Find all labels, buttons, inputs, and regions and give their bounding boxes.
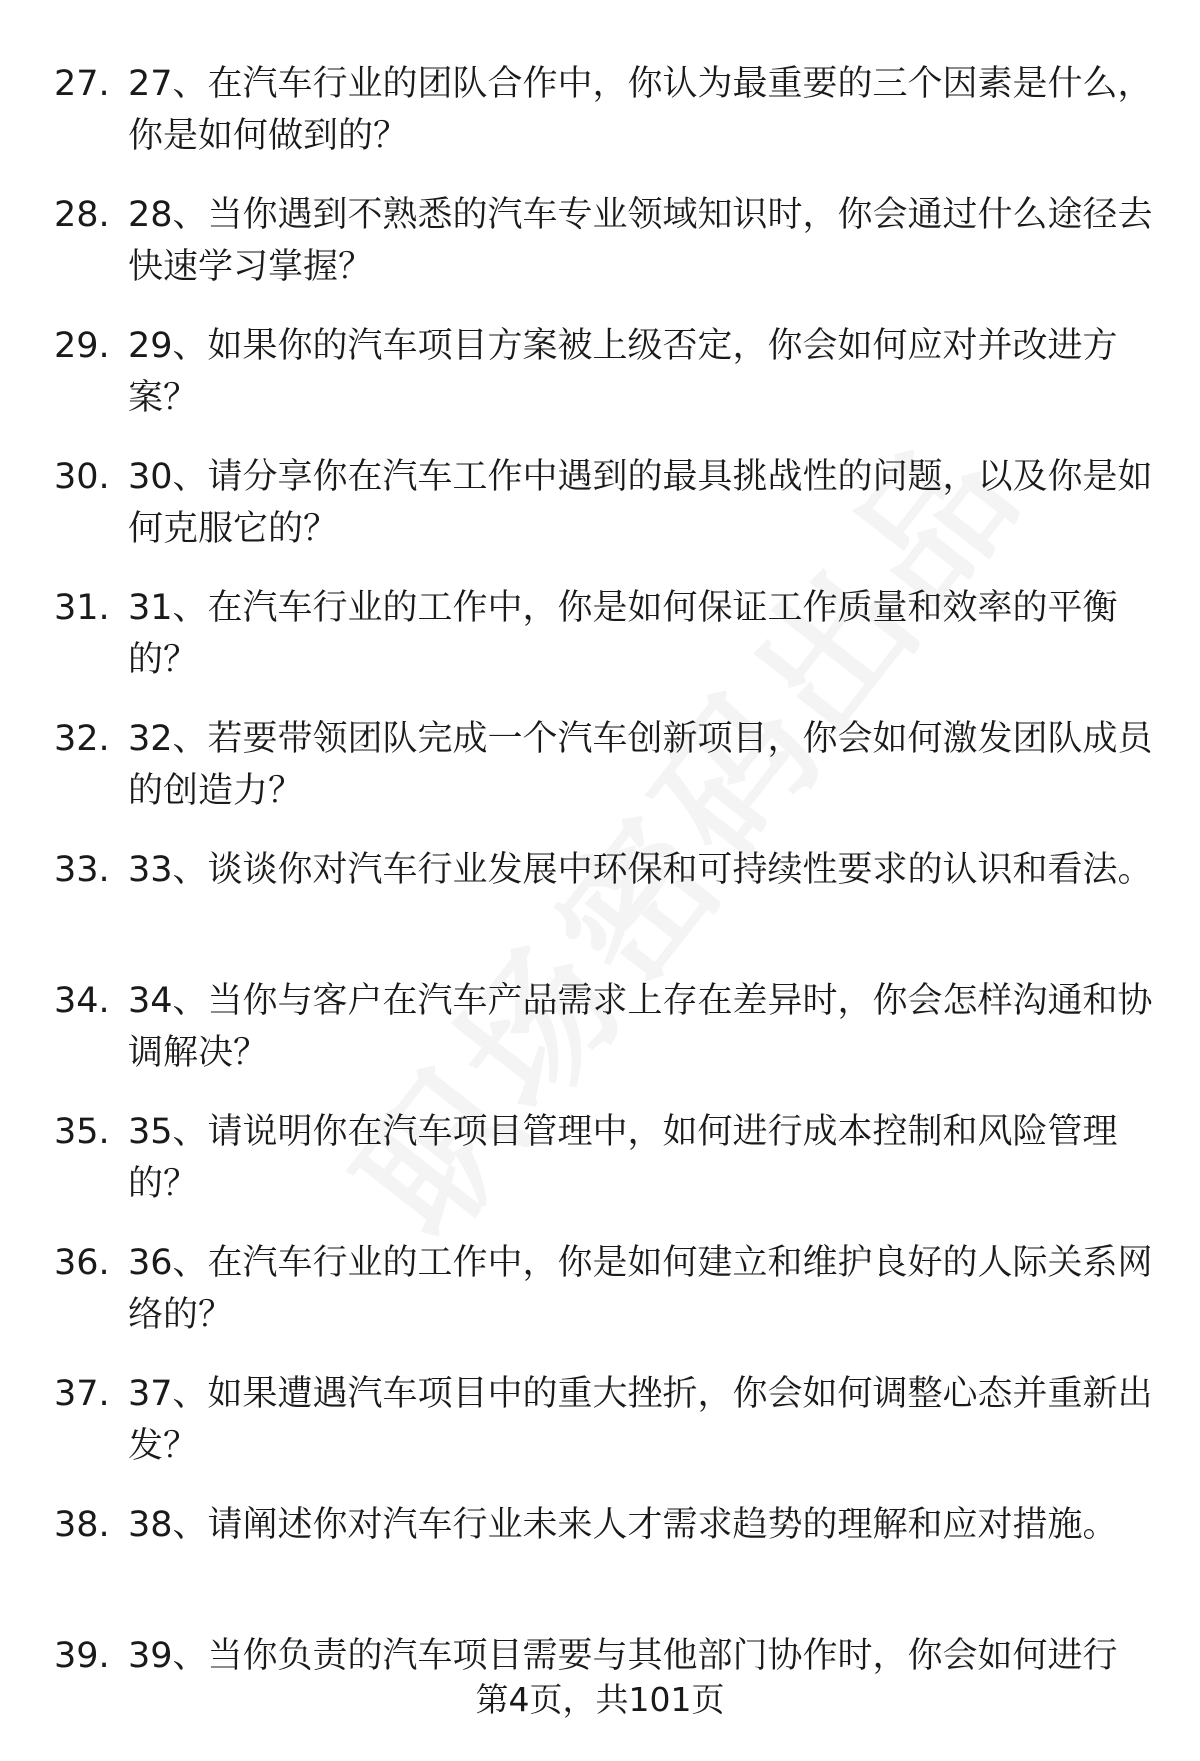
item-number: 29. bbox=[54, 326, 110, 366]
item-text: 28、当你遇到不熟悉的汽车专业领域知识时，你会通过什么途径去快速学习掌握？ bbox=[128, 195, 1153, 287]
item-number: 32. bbox=[54, 719, 110, 759]
list-item bbox=[0, 58, 1200, 189]
page-footer: 第4页，共101页 bbox=[475, 1680, 725, 1719]
item-number: 34. bbox=[54, 981, 110, 1021]
item-number: 31. bbox=[54, 588, 110, 628]
item-number: 38. bbox=[54, 1505, 110, 1545]
item-text: 39、当你负责的汽车项目需要与其他部门协作时，你会如何进行 bbox=[128, 1636, 1118, 1676]
item-text: 30、请分享你在汽车工作中遇到的最具挑战性的问题，以及你是如何克服它的？ bbox=[128, 457, 1153, 549]
item-text: 35、请说明你在汽车项目管理中，如何进行成本控制和风险管理的？ bbox=[128, 1112, 1118, 1204]
list-item bbox=[0, 451, 1200, 582]
list-item bbox=[0, 582, 1200, 713]
list-item bbox=[0, 1499, 1200, 1630]
list-item bbox=[0, 1237, 1200, 1368]
item-text: 34、当你与客户在汽车产品需求上存在差异时，你会怎样沟通和协调解决？ bbox=[128, 981, 1153, 1073]
item-text: 36、在汽车行业的工作中，你是如何建立和维护良好的人际关系网络的？ bbox=[128, 1243, 1153, 1335]
list-item bbox=[0, 1368, 1200, 1499]
item-text: 33、谈谈你对汽车行业发展中环保和可持续性要求的认识和看法。 bbox=[128, 850, 1153, 890]
item-number: 37. bbox=[54, 1374, 110, 1414]
list-item bbox=[0, 320, 1200, 451]
list-item bbox=[0, 975, 1200, 1106]
list-item bbox=[0, 1106, 1200, 1237]
list-item bbox=[0, 713, 1200, 844]
question-list bbox=[0, 58, 1200, 1761]
item-number: 35. bbox=[54, 1112, 110, 1152]
list-item bbox=[0, 189, 1200, 320]
item-text: 37、如果遭遇汽车项目中的重大挫折，你会如何调整心态并重新出发？ bbox=[128, 1374, 1153, 1466]
item-text: 27、在汽车行业的团队合作中，你认为最重要的三个因素是什么，你是如何做到的？ bbox=[128, 64, 1153, 156]
item-number: 27. bbox=[54, 64, 110, 104]
item-number: 39. bbox=[54, 1636, 110, 1676]
item-text: 31、在汽车行业的工作中，你是如何保证工作质量和效率的平衡的？ bbox=[128, 588, 1118, 680]
item-number: 30. bbox=[54, 457, 110, 497]
list-item bbox=[0, 844, 1200, 975]
item-number: 33. bbox=[54, 850, 110, 890]
item-number: 28. bbox=[54, 195, 110, 235]
item-text: 38、请阐述你对汽车行业未来人才需求趋势的理解和应对措施。 bbox=[128, 1505, 1118, 1545]
item-text: 29、如果你的汽车项目方案被上级否定，你会如何应对并改进方案？ bbox=[128, 326, 1118, 418]
item-number: 36. bbox=[54, 1243, 110, 1283]
item-text: 32、若要带领团队完成一个汽车创新项目，你会如何激发团队成员的创造力？ bbox=[128, 719, 1153, 811]
